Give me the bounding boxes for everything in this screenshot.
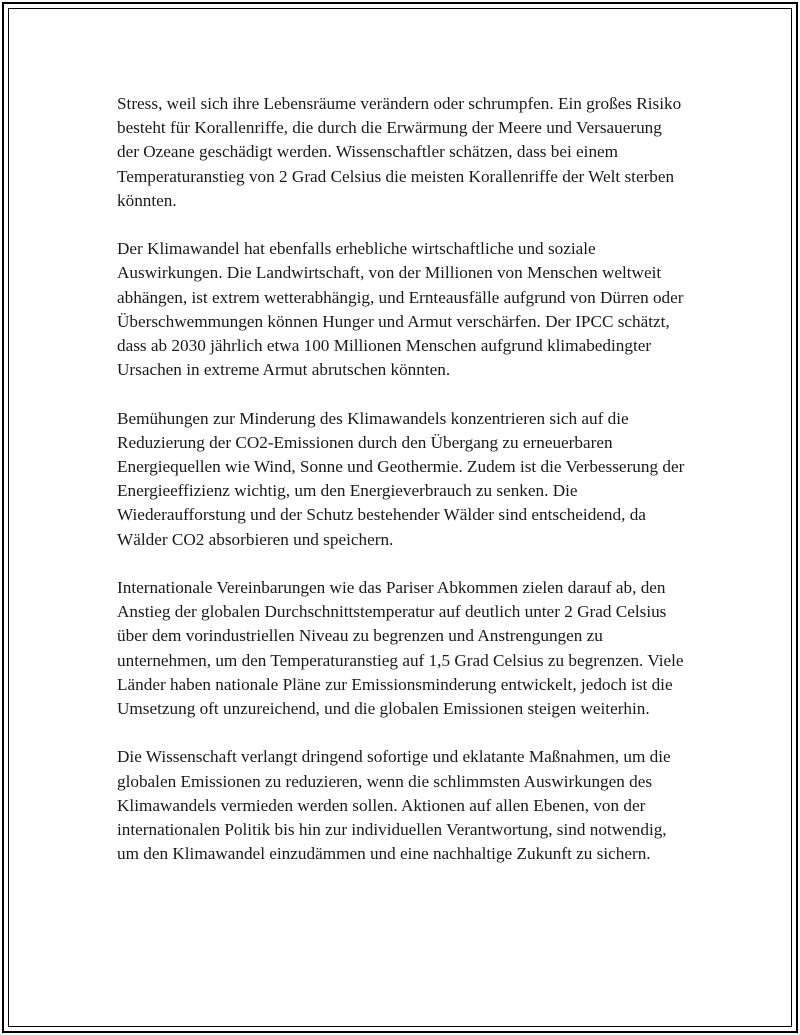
- document-body: [117, 92, 687, 891]
- paragraph-coral-reefs: Stress, weil sich ihre Lebensräume verändern oder schrumpfen. Ein großes Risiko besteht für Korallenriffe, die durch die Erwärmung der Meere und Versauerung der Ozeane geschädigt werden. Wissenschaftler schätzen, dass bei einem Temperaturanstieg von 2 Grad Celsius die meisten Korallenriffe der Welt sterben könnten.: [117, 94, 682, 210]
- paragraph-economic-social-impacts: Der Klimawandel hat ebenfalls erhebliche wirtschaftliche und soziale Auswirkungen. Die Landwirtschaft, von der Millionen von Menschen weltweit abhängen, ist extrem wetterabhängig, und Ernteausfälle aufgrund von Dürren oder Überschwemmungen können Hunger und Armut verschärfen. Der IPCC schätzt, dass ab 2030 jährlich etwa 100 Millionen Menschen aufgrund klimabedingter Ursachen in extreme Armut abrutschen könnten.: [117, 239, 684, 380]
- paragraph-international-agreements: Internationale Vereinbarungen wie das Pariser Abkommen zielen darauf ab, den Anstieg der globalen Durchschnittstemperatur auf deutlich unter 2 Grad Celsius über dem vorindustriellen Niveau zu begrenzen und Anstrengungen zu unternehmen, um den Temperaturanstieg auf 1,5 Grad Celsius zu begrenzen. Viele Länder haben nationale Pläne zur Emissionsminderung entwickelt, jedoch ist die Umsetzung oft unzureichend, und die globalen Emissionen steigen weiterhin.: [117, 578, 684, 719]
- paragraph-call-to-action: Die Wissenschaft verlangt dringend sofortige und eklatante Maßnahmen, um die globalen Emissionen zu reduzieren, wenn die schlimmsten Auswirkungen des Klimawandels vermieden werden sollen. Aktionen auf allen Ebenen, von der internationalen Politik bis hin zur individuellen Verantwortung, sind notwendig, um den Klimawandel einzudämmen und eine nachhaltige Zukunft zu sichern.: [117, 747, 671, 864]
- paragraph-mitigation-efforts: Bemühungen zur Minderung des Klimawandels konzentrieren sich auf die Reduzierung der CO2-Emissionen durch den Übergang zu erneuerbaren Energiequellen wie Wind, Sonne und Geothermie. Zudem ist die Verbesserung der Energieeffizienz wichtig, um den Energieverbrauch zu senken. Die Wiederaufforstung und der Schutz bestehender Wälder sind entscheidend, da Wälder CO2 absorbieren und speichern.: [117, 408, 685, 549]
